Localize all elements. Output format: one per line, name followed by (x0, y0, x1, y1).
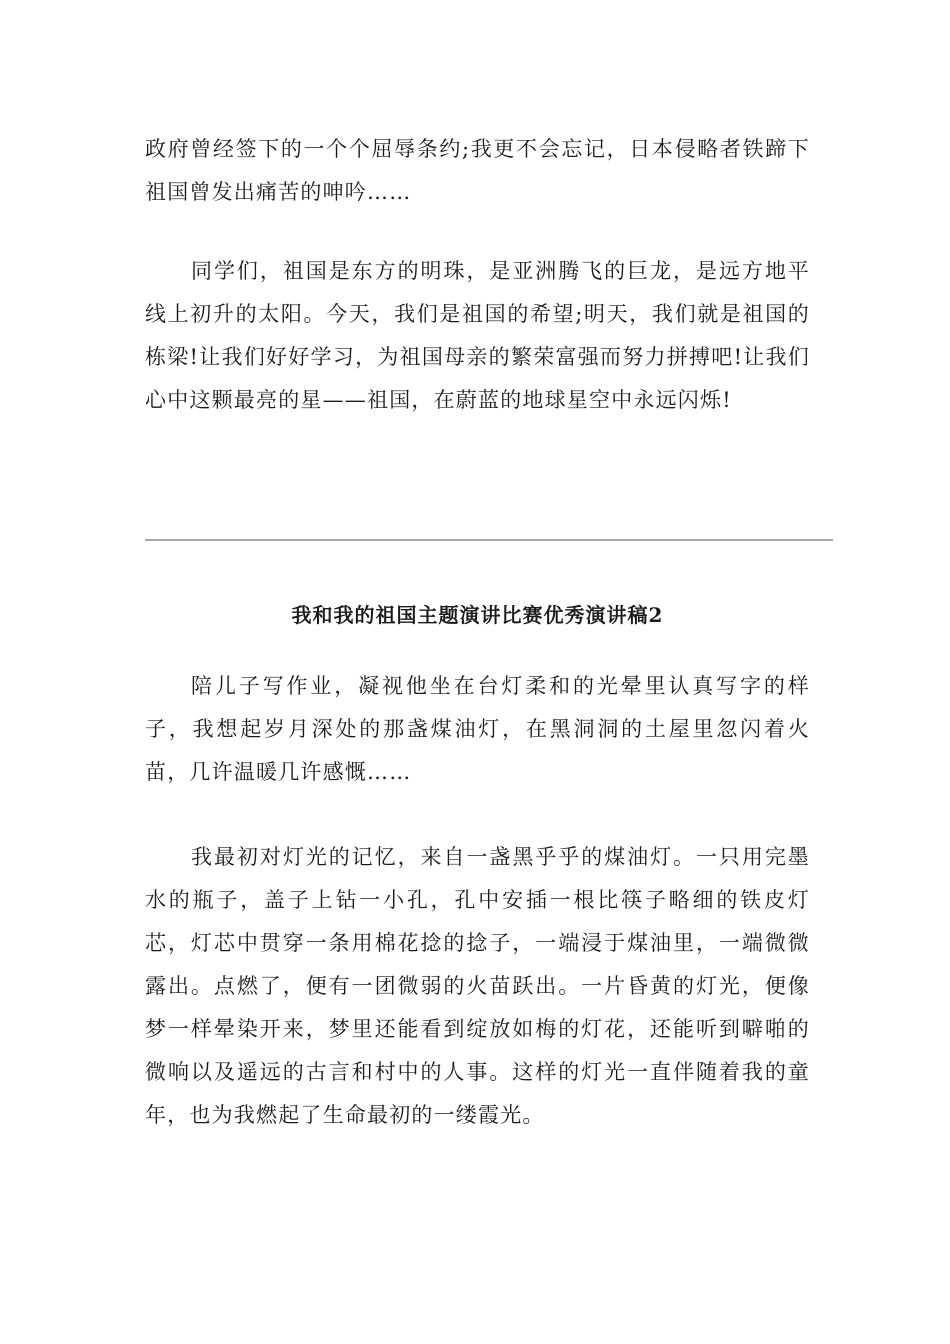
section-title: 我和我的祖国主题演讲比赛优秀演讲稿2 (291, 603, 664, 627)
paragraph-continuation: 政府曾经签下的一个个屈辱条约;我更不会忘记，日本侵略者铁蹄下祖国曾发出痛苦的呻吟…… (145, 137, 810, 204)
paragraph-body: 我最初对灯光的记忆，来自一盏黑乎乎的煤油灯。一只用完墨水的瓶子，盖子上钻一小孔，孔中安插一根比筷子略细的铁皮灯芯，灯芯中贯穿一条用棉花捻的捻子，一端浸于煤油里，一端微微露出。点燃了，便有一团微弱的火苗跃出。一片昏黄的灯光，便像梦一样晕染开来，梦里还能看到绽放如梅的灯花，还能听到噼啪的微响以及遥远的古言和村中的人事。这样的灯光一直伴随着我的童年，也为我燃起了生命最初的一缕霞光。 (145, 845, 810, 1127)
paragraph-closing: 同学们，祖国是东方的明珠，是亚洲腾飞的巨龙，是远方地平线上初升的太阳。今天，我们是祖国的希望;明天，我们就是祖国的栋梁!让我们好好学习，为祖国母亲的繁荣富强而努力拼搏吧!让我们心中这颗最亮的星——祖国，在蔚蓝的地球星空中永远闪烁! (145, 259, 810, 412)
paragraph-intro: 陪儿子写作业，凝视他坐在台灯柔和的光晕里认真写字的样子，我想起岁月深处的那盏煤油灯，在黑洞洞的土屋里忽闪着火苗，几许温暖几许感慨…… (145, 674, 810, 784)
section-divider (145, 539, 833, 541)
